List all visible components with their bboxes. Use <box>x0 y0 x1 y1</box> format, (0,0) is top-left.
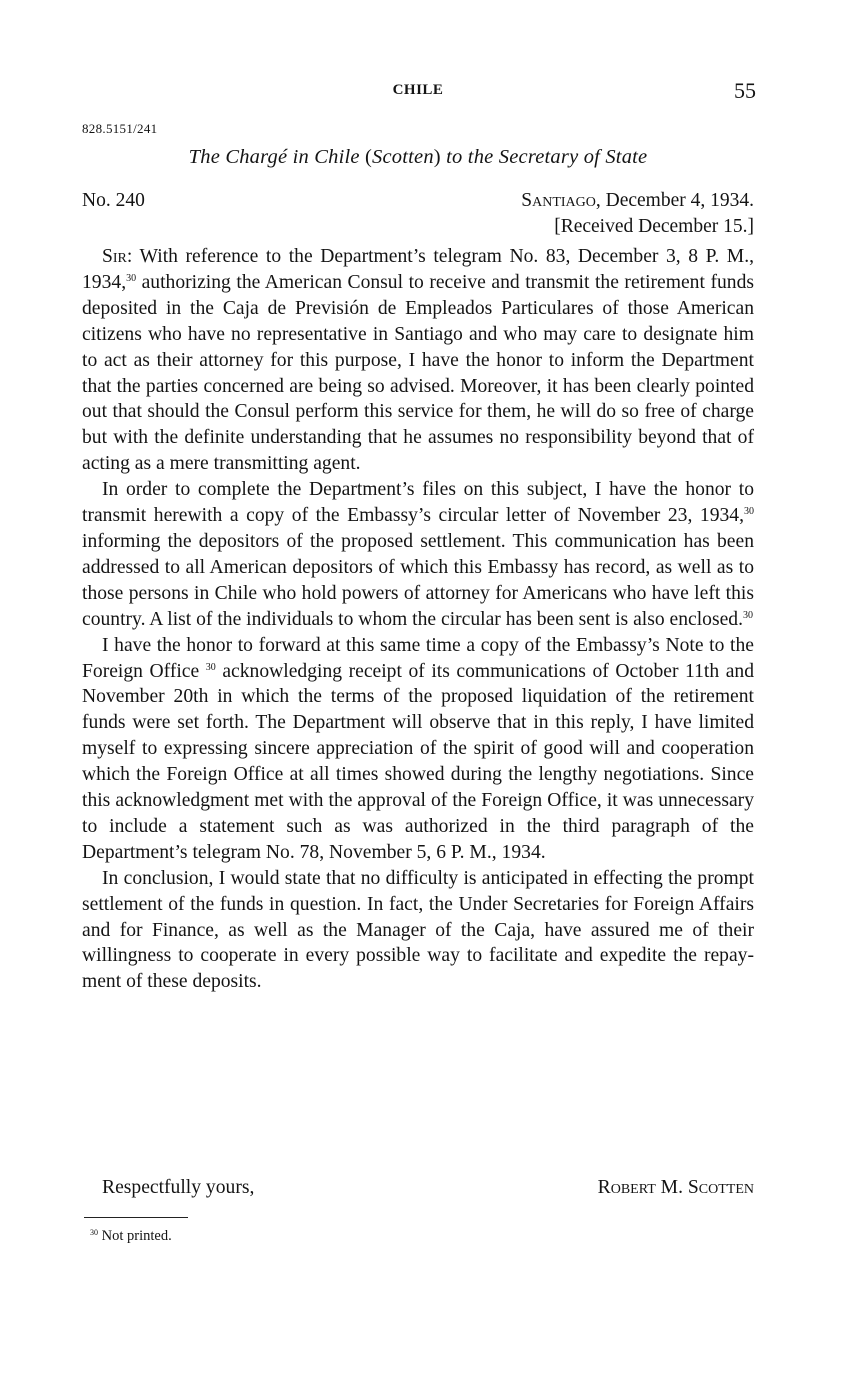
document-number: No. 240 <box>82 190 145 211</box>
paragraph-3 <box>82 633 754 866</box>
paragraph-3-text-a: I have the honor to forward at this same time a copy of the Embassy’s Note to the Foreign Office <box>82 634 754 682</box>
signature: Robert M. Scotten <box>597 1177 754 1198</box>
footnote-marker: 30 <box>90 1228 98 1237</box>
paragraph-4: In conclusion, I would state that no difficulty is anticipated in effecting the prompt settlement of the funds in question. In fact, the Under Secretaries for Foreign Affairs and for Finance, as well as the Manager of the Caja, have assured me of their willingness to cooperate in every possible way to facilitate and expedite the repayment of these deposits. <box>82 867 754 993</box>
footnote-reference: 30 <box>742 609 753 621</box>
footnote-text: Not printed. <box>98 1228 172 1244</box>
title-paren-close: ) <box>433 146 441 168</box>
page-number: 55 <box>734 78 756 103</box>
title-paren-open: ( <box>365 146 373 168</box>
file-number: 828.5151/241 <box>82 121 158 136</box>
paragraph-1-text-a: : With reference to the Department’s telegram No. 83, December 3, 8 P. M., 1934, <box>82 246 754 293</box>
footnote-divider <box>84 1217 188 1218</box>
dateline-city: Santiago <box>521 190 596 211</box>
document-title <box>82 146 754 169</box>
running-head: CHILE <box>392 82 444 98</box>
paragraph-2-text-b: informing the depositors of the proposed settlement. This communication has been addressed to all American depositors of which this Embassy has record, as well as to those persons in Chile who hold powers of attorney for Americans who have left this country. A list of the individuals to whom the circular has been sent is also enclosed. <box>82 530 754 630</box>
title-part-3: to the Secretary of State <box>440 146 648 168</box>
salutation: Sir <box>102 246 127 267</box>
page-header <box>82 78 754 106</box>
complimentary-close: Respectfully yours, <box>102 1177 255 1198</box>
letter-body <box>82 244 754 995</box>
paragraph-2 <box>82 477 754 632</box>
paragraph-1-text-b: authorizing the American Consul to receive and transmit the retirement funds deposited in the Caja de Previsión de Empleados Particulares of those American citizens who have no representative in Santiago and who may care to designate him to act as their attorney for this purpose, I have the honor to inform the Department that the parties concerned are being so advised. Moreover, it has been clearly pointed out that should the Consul perform this service for them, he will do so free of charge but with the definite understanding that he assumes no responsibility beyond that of acting as a mere transmitting agent. <box>82 271 754 475</box>
title-part-1: The Chargé in Chile <box>188 146 365 168</box>
paragraph-1 <box>82 244 754 477</box>
paragraph-3-text-b: acknowledging receipt of its communications of October 11th and November 20th in which the terms of the proposed liquidation of the retirement funds were set forth. The Department will observe that in this reply, I have limited myself to expressing sincere appreciation of the spirit of good will and cooperation which the Foreign Office at all times showed during the lengthy negotiations. Since this acknowledgment met with the approval of the Foreign Office, it was unnecessary to include a statement such as was authorized in the third paragraph of the Department’s telegram No. 78, November 5, 6 P. M., 1934. <box>82 660 754 863</box>
title-part-2: Scotten <box>372 146 434 168</box>
footnote-reference: 30 <box>205 661 216 673</box>
footnote <box>90 1228 172 1245</box>
received-date: [Received December 15.] <box>554 216 754 237</box>
document-page <box>82 0 754 1380</box>
dateline <box>521 190 754 212</box>
footnote-reference: 30 <box>744 506 754 518</box>
dateline-date: , December 4, 1934. <box>595 190 754 211</box>
paragraph-2-text-a: In order to complete the Department’s files on this subject, I have the honor to transmit herewith a copy of the Embassy’s circular letter of November 23, 1934, <box>82 479 754 527</box>
footnote-reference: 30 <box>126 272 137 284</box>
